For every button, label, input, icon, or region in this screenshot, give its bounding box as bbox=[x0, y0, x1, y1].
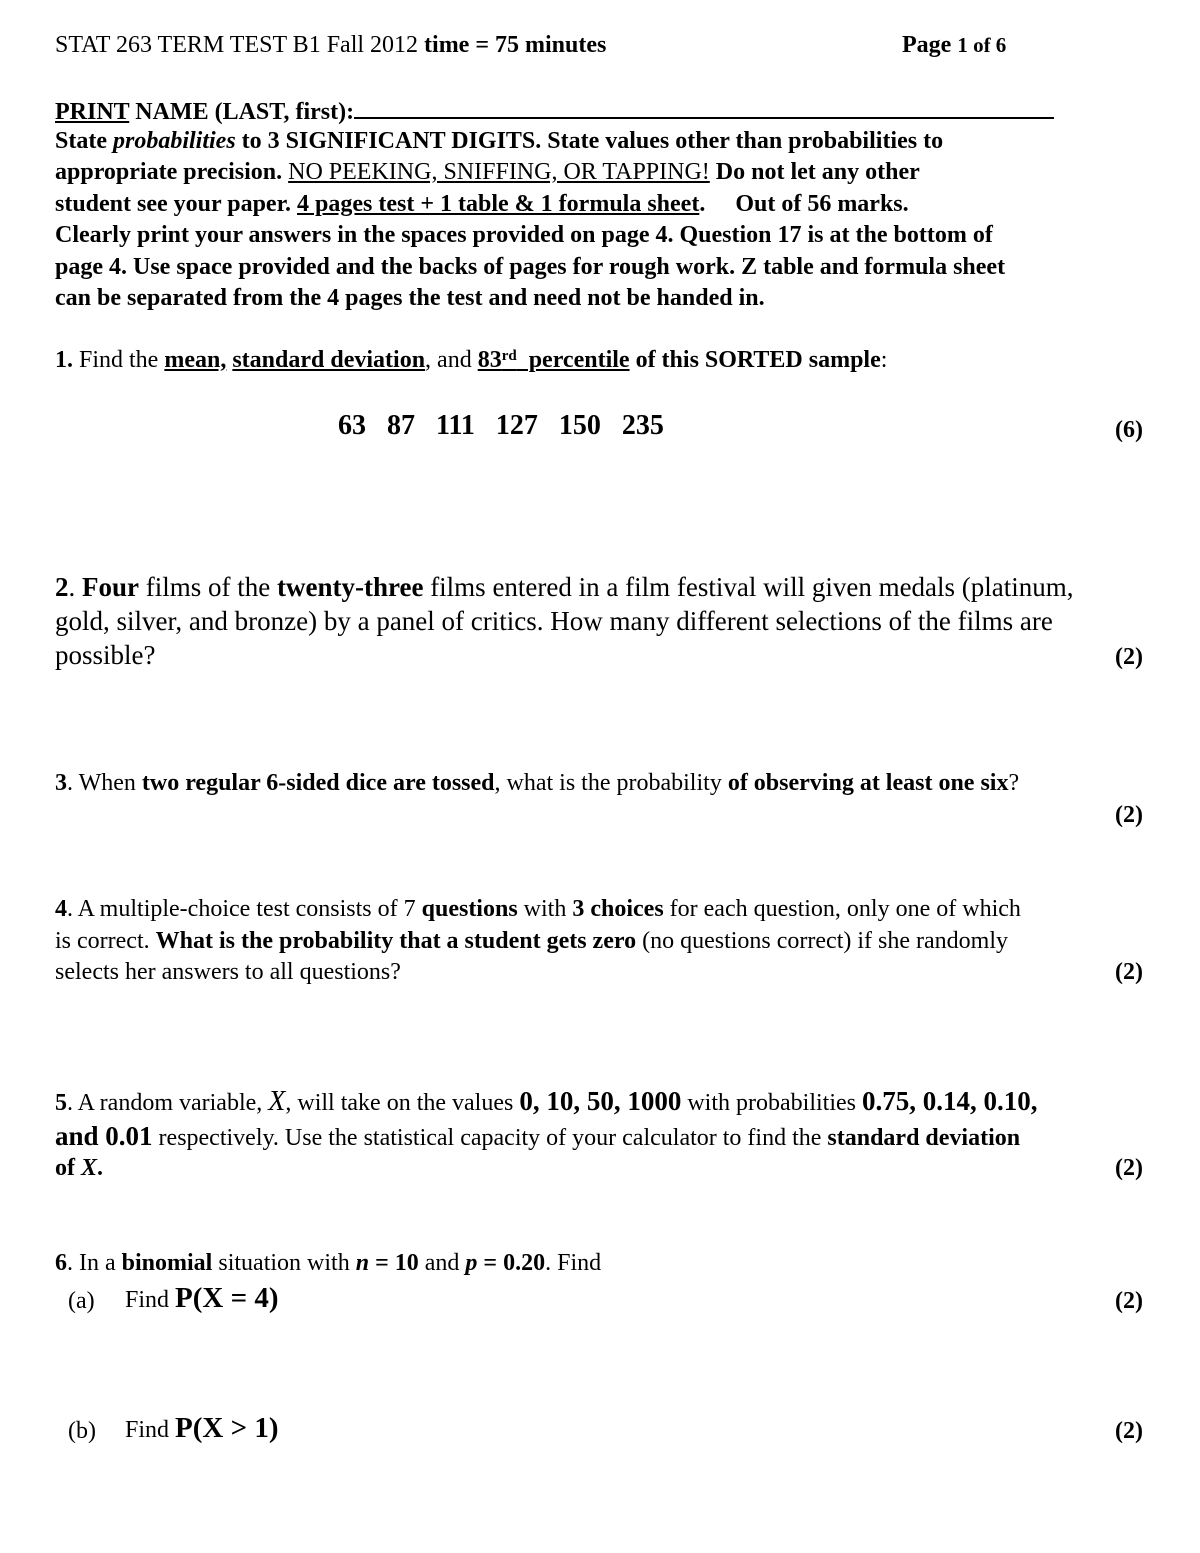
question-4-line-3: selects her answers to all questions? bbox=[55, 959, 401, 985]
q6b-prompt: Find P(X > 1) bbox=[125, 1412, 279, 1444]
name-line: PRINT NAME (LAST, first): bbox=[55, 95, 1054, 127]
sample-values: 63 87 111 127 150 235 bbox=[338, 410, 664, 441]
q4-marks: (2) bbox=[1115, 959, 1143, 985]
instruction-line-3: student see your paper. 4 pages test + 1 table & 1 formula sheet. Out of 56 marks. bbox=[55, 191, 909, 217]
q1-marks: (6) bbox=[1115, 417, 1143, 443]
question-5-line-2: and 0.01 respectively. Use the statistical capacity of your calculator to find the standard deviation bbox=[55, 1121, 1021, 1151]
q3-marks: (2) bbox=[1115, 802, 1143, 828]
q6b-marks: (2) bbox=[1115, 1418, 1143, 1444]
test-header bbox=[55, 30, 606, 60]
question-2-line-2: gold, silver, and bronze) by a panel of critics. How many different selections of the films are bbox=[55, 606, 1053, 636]
question-3: 3. When two regular 6-sided dice are tossed, what is the probability of observing at least one six? bbox=[55, 770, 1020, 796]
page-number: Page 1 of 6 bbox=[902, 32, 1007, 58]
question-4: 4. A multiple-choice test consists of 7 questions with 3 choices for each question, only one of which bbox=[55, 896, 1021, 922]
question-5: 5. A random variable, X, will take on the values 0, 10, 50, 1000 with probabilities 0.75, 0.14, 0.10, bbox=[55, 1086, 1038, 1117]
instruction-line-4: Clearly print your answers in the spaces provided on page 4. Question 17 is at the bottom of bbox=[55, 222, 993, 248]
time-limit: time = 75 minutes bbox=[424, 32, 607, 58]
question-4-line-2: is correct. What is the probability that a student gets zero (no questions correct) if she randomly bbox=[55, 928, 1008, 954]
question-2: 2. Four films of the twenty-three films entered in a film festival will given medals (platinum, bbox=[55, 572, 1074, 602]
course-title: STAT 263 TERM TEST B1 Fall 2012 bbox=[55, 32, 419, 58]
instruction-line-1: State probabilities to 3 SIGNIFICANT DIGITS. State values other than probabilities to bbox=[55, 128, 944, 154]
name-blank[interactable] bbox=[354, 95, 1054, 119]
q5-marks: (2) bbox=[1115, 1155, 1143, 1181]
instruction-line-5: page 4. Use space provided and the backs of pages for rough work. Z table and formula sheet bbox=[55, 254, 1006, 280]
q6a-label: (a) bbox=[68, 1288, 95, 1314]
question-6: 6. In a binomial situation with n = 10 and p = 0.20. Find bbox=[55, 1250, 602, 1276]
instruction-line-2: appropriate precision. NO PEEKING, SNIFFING, OR TAPPING! Do not let any other bbox=[55, 159, 920, 185]
q6a-marks: (2) bbox=[1115, 1288, 1143, 1314]
question-2-line-3: possible? bbox=[55, 640, 156, 670]
q6a-prompt: Find P(X = 4) bbox=[125, 1282, 279, 1314]
question-1: 1. Find the mean, standard deviation, and 83rd percentile of this SORTED sample: bbox=[55, 347, 888, 373]
q6b-label: (b) bbox=[68, 1418, 96, 1444]
instruction-line-6: can be separated from the 4 pages the test and need not be handed in. bbox=[55, 285, 765, 311]
question-5-line-3: of X. bbox=[55, 1155, 104, 1181]
q2-marks: (2) bbox=[1115, 644, 1143, 670]
